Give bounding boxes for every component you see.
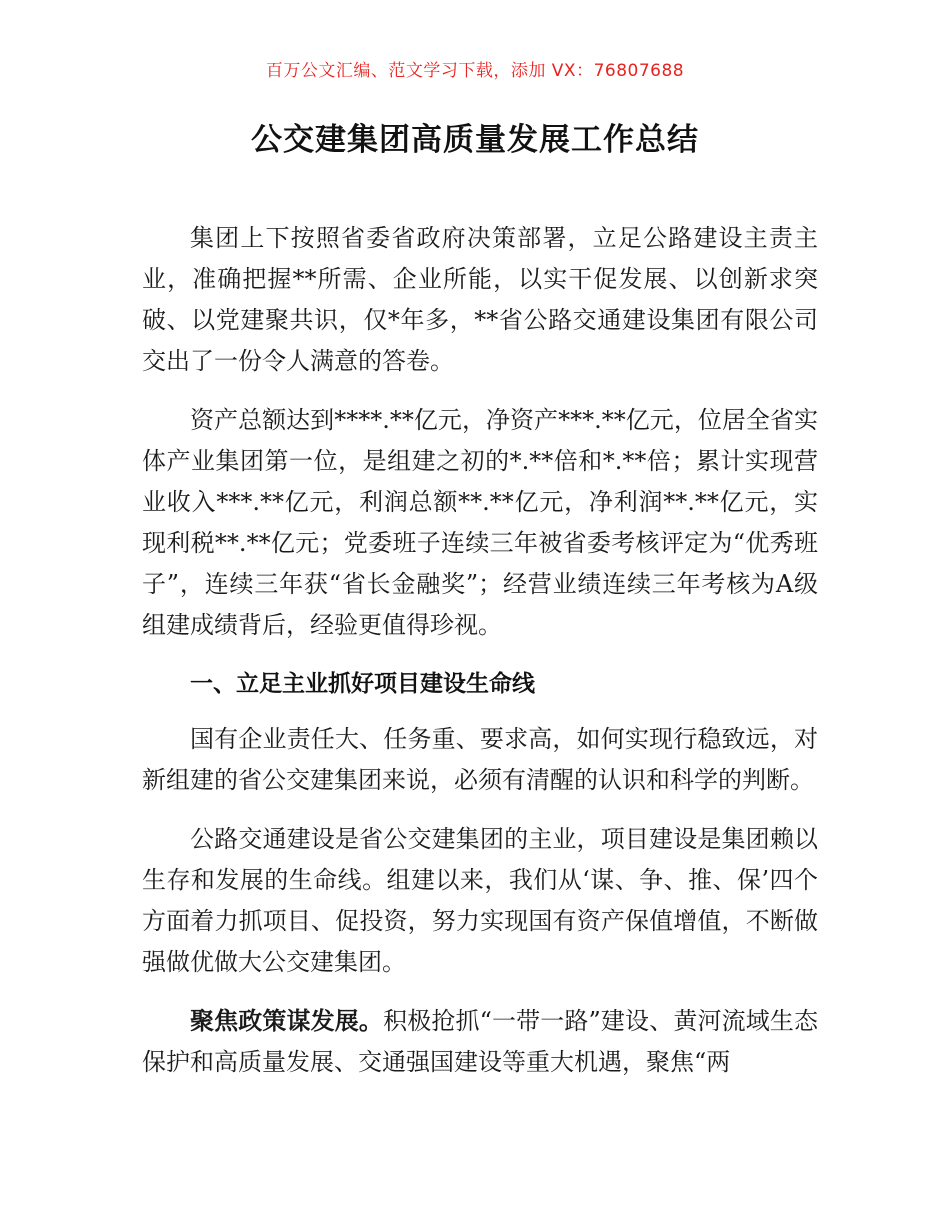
paragraph-lead: 聚焦政策谋发展。 xyxy=(190,1007,384,1035)
paragraph-section-intro: 国有企业责任大、任务重、要求高，如何实现行稳致远，对新组建的省公交建集团来说，必须有清醒的认识和科学的判断。 xyxy=(142,725,818,794)
paragraph-main-business: 公路交通建设是省公交建集团的主业，项目建设是集团赖以生存和发展的生命线。组建以来，我们从‘谋、争、推、保’四个方面着力抓项目、促投资，努力实现国有资产保值增值，不断做强做优做大公交建集团。 xyxy=(142,825,818,976)
section-heading: 一、立足主业抓好项目建设生命线 xyxy=(190,671,535,697)
paragraph-lead-text: 积极抢抓“一带一路”建设、黄河流域生态保护和高质量发展、交通强国建设等重大机遇，聚焦“两 xyxy=(142,1007,818,1076)
paragraph-achievements: 资产总额达到****.**亿元，净资产***.**亿元，位居全省实体产业集团第一位，是组建之初的*.**倍和*.**倍；累计实现营业收入***.**亿元，利润总额**.**亿元，净利润**.**亿元，实现利税**.**亿元；党委班子连续三年被省委考核评定为“优秀班子”，连续三年获“省长金融奖”；经营业绩连续三年考核为A级组建成绩背后，经验更值得珍视。 xyxy=(142,406,818,639)
paragraph-policy-focus xyxy=(142,1001,818,1083)
paragraph-intro: 集团上下按照省委省政府决策部署，立足公路建设主责主业，准确把握**所需、企业所能，以实干促发展、以创新求突破、以党建聚共识，仅*年多，**省公路交通建设集团有限公司交出了一份令人满意的答卷。 xyxy=(142,224,818,375)
download-notice: 百万公文汇编、范文学习下载，添加 VX：76807688 xyxy=(265,61,685,81)
document-title: 公交建集团高质量发展工作总结 xyxy=(251,122,699,158)
document-body xyxy=(142,218,818,1101)
